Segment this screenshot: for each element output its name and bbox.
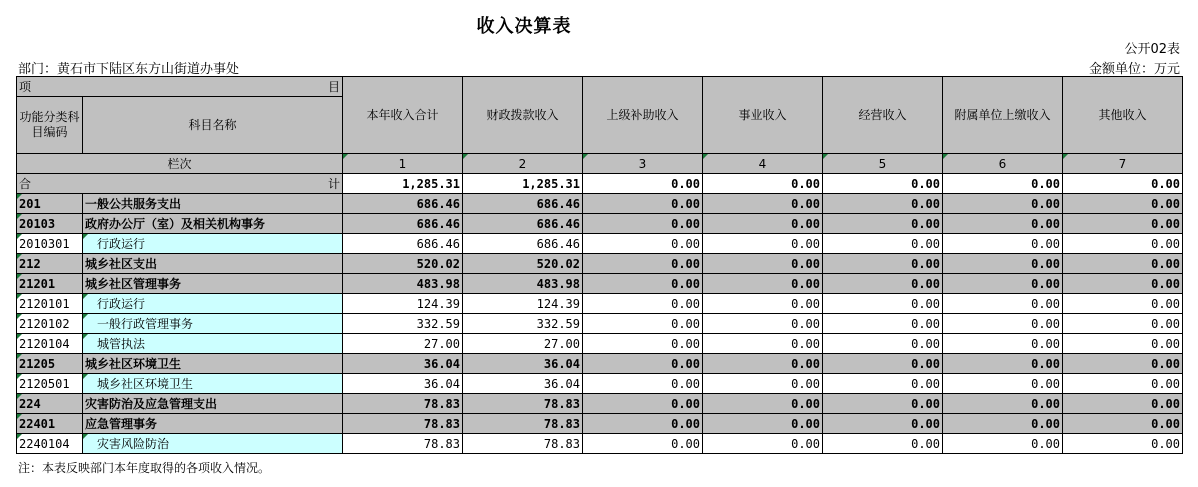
- col-number-5: 5: [823, 154, 943, 174]
- amount-cell: 332.59: [343, 314, 463, 334]
- table-row: [17, 214, 1183, 234]
- subject-name-cell: 城乡社区支出: [83, 254, 343, 274]
- report-title: 收入决算表: [476, 16, 572, 37]
- lanci-cell: 栏次: [17, 154, 343, 174]
- amount-cell: 0.00: [703, 434, 823, 454]
- amount-cell: 0.00: [583, 274, 703, 294]
- item-header-right: 目: [327, 79, 340, 94]
- col-header-2: 财政拨款收入: [463, 77, 583, 154]
- total-label-left: 合: [19, 176, 32, 191]
- table-row: [17, 294, 1183, 314]
- amount-cell: 36.04: [343, 374, 463, 394]
- total-label-right: 计: [327, 176, 340, 191]
- amount-cell: 0.00: [943, 254, 1063, 274]
- amount-cell: 686.46: [463, 234, 583, 254]
- amount-cell: 36.04: [463, 374, 583, 394]
- amount-unit-label: 金额单位：万元: [1088, 62, 1180, 77]
- amount-cell: 0.00: [703, 414, 823, 434]
- amount-cell: 0.00: [823, 394, 943, 414]
- amount-cell: 78.83: [463, 394, 583, 414]
- income-table: [16, 76, 1183, 454]
- total-value: 0.00: [583, 174, 703, 194]
- amount-cell: 0.00: [1063, 294, 1183, 314]
- amount-cell: 483.98: [343, 274, 463, 294]
- col-number-7: 7: [1063, 154, 1183, 174]
- amount-cell: 0.00: [943, 434, 1063, 454]
- amount-cell: 27.00: [343, 334, 463, 354]
- col-number-3: 3: [583, 154, 703, 174]
- amount-cell: 0.00: [943, 394, 1063, 414]
- table-row: [17, 374, 1183, 394]
- footnote: 注：本表反映部门本年度取得的各项收入情况。: [18, 461, 271, 475]
- total-value: 0.00: [703, 174, 823, 194]
- amount-cell: 124.39: [463, 294, 583, 314]
- amount-cell: 0.00: [1063, 194, 1183, 214]
- amount-cell: 520.02: [463, 254, 583, 274]
- amount-cell: 36.04: [463, 354, 583, 374]
- amount-cell: 0.00: [703, 214, 823, 234]
- item-header-cell: [17, 77, 343, 97]
- amount-cell: 0.00: [823, 374, 943, 394]
- col-number-1: 1: [343, 154, 463, 174]
- lanci-row: [17, 154, 1183, 174]
- subject-code-cell: 21205: [17, 354, 83, 374]
- amount-cell: 0.00: [823, 334, 943, 354]
- subject-name-header: 科目名称: [83, 97, 343, 154]
- total-value: 0.00: [1063, 174, 1183, 194]
- amount-cell: 0.00: [1063, 394, 1183, 414]
- amount-cell: 686.46: [343, 234, 463, 254]
- amount-cell: 0.00: [583, 414, 703, 434]
- amount-cell: 0.00: [703, 374, 823, 394]
- func-code-header: 功能分类科目编码: [17, 97, 83, 154]
- subject-code-cell: 212: [17, 254, 83, 274]
- amount-cell: 0.00: [943, 234, 1063, 254]
- amount-cell: 0.00: [823, 414, 943, 434]
- table-row: [17, 314, 1183, 334]
- amount-cell: 520.02: [343, 254, 463, 274]
- amount-cell: 0.00: [1063, 214, 1183, 234]
- amount-cell: 0.00: [1063, 374, 1183, 394]
- table-row: [17, 354, 1183, 374]
- amount-cell: 483.98: [463, 274, 583, 294]
- total-value: 1,285.31: [463, 174, 583, 194]
- amount-cell: 0.00: [583, 294, 703, 314]
- amount-cell: 0.00: [943, 374, 1063, 394]
- subject-name-cell: 城乡社区环境卫生: [83, 354, 343, 374]
- col-header-1: 本年收入合计: [343, 77, 463, 154]
- department-label: 部门：黄石市下陆区东方山街道办事处: [18, 62, 240, 77]
- total-value: 0.00: [823, 174, 943, 194]
- total-value: 0.00: [943, 174, 1063, 194]
- amount-cell: 0.00: [823, 254, 943, 274]
- amount-cell: 0.00: [823, 274, 943, 294]
- amount-cell: 0.00: [1063, 414, 1183, 434]
- amount-cell: 0.00: [583, 254, 703, 274]
- subject-name-cell: 灾害风险防治: [83, 434, 343, 454]
- amount-cell: 0.00: [823, 434, 943, 454]
- amount-cell: 0.00: [943, 294, 1063, 314]
- amount-cell: 0.00: [703, 234, 823, 254]
- amount-cell: 27.00: [463, 334, 583, 354]
- amount-cell: 0.00: [1063, 314, 1183, 334]
- subject-code-cell: 2120104: [17, 334, 83, 354]
- subject-name-cell: 城乡社区管理事务: [83, 274, 343, 294]
- amount-cell: 78.83: [463, 414, 583, 434]
- amount-cell: 0.00: [943, 194, 1063, 214]
- col-number-2: 2: [463, 154, 583, 174]
- amount-cell: 0.00: [703, 274, 823, 294]
- amount-cell: 0.00: [583, 214, 703, 234]
- subject-code-cell: 20103: [17, 214, 83, 234]
- form-number: 公开02表: [1124, 42, 1180, 57]
- subject-code-cell: 2010301: [17, 234, 83, 254]
- table-row: [17, 194, 1183, 214]
- subject-name-cell: 行政运行: [83, 294, 343, 314]
- amount-cell: 0.00: [823, 234, 943, 254]
- subject-code-cell: 21201: [17, 274, 83, 294]
- amount-cell: 78.83: [343, 434, 463, 454]
- amount-cell: 0.00: [1063, 434, 1183, 454]
- col-number-6: 6: [943, 154, 1063, 174]
- subject-name-cell: 行政运行: [83, 234, 343, 254]
- amount-cell: 78.83: [463, 434, 583, 454]
- amount-cell: 124.39: [343, 294, 463, 314]
- table-row: [17, 334, 1183, 354]
- header-row-item: [17, 77, 1183, 97]
- amount-cell: 0.00: [1063, 354, 1183, 374]
- col-number-4: 4: [703, 154, 823, 174]
- amount-cell: 0.00: [583, 314, 703, 334]
- subject-code-cell: 2120102: [17, 314, 83, 334]
- amount-cell: 0.00: [583, 354, 703, 374]
- subject-code-cell: 2120101: [17, 294, 83, 314]
- total-label-cell: [17, 174, 343, 194]
- subject-name-cell: 一般公共服务支出: [83, 194, 343, 214]
- subject-code-cell: 224: [17, 394, 83, 414]
- subject-code-cell: 22401: [17, 414, 83, 434]
- amount-cell: 0.00: [943, 414, 1063, 434]
- table-row: [17, 234, 1183, 254]
- amount-cell: 332.59: [463, 314, 583, 334]
- subject-name-cell: 一般行政管理事务: [83, 314, 343, 334]
- col-header-7: 其他收入: [1063, 77, 1183, 154]
- amount-cell: 0.00: [943, 274, 1063, 294]
- amount-cell: 78.83: [343, 414, 463, 434]
- amount-cell: 0.00: [1063, 334, 1183, 354]
- col-header-6: 附属单位上缴收入: [943, 77, 1063, 154]
- amount-cell: 0.00: [823, 294, 943, 314]
- amount-cell: 0.00: [1063, 254, 1183, 274]
- amount-cell: 0.00: [703, 394, 823, 414]
- amount-cell: 0.00: [1063, 274, 1183, 294]
- subject-name-cell: 灾害防治及应急管理支出: [83, 394, 343, 414]
- amount-cell: 0.00: [703, 194, 823, 214]
- table-row: [17, 434, 1183, 454]
- item-header-left: 项: [19, 79, 32, 94]
- table-row: [17, 414, 1183, 434]
- subject-name-cell: 应急管理事务: [83, 414, 343, 434]
- amount-cell: 0.00: [583, 434, 703, 454]
- amount-cell: 0.00: [703, 334, 823, 354]
- amount-cell: 0.00: [583, 234, 703, 254]
- amount-cell: 78.83: [343, 394, 463, 414]
- col-header-4: 事业收入: [703, 77, 823, 154]
- subject-code-cell: 201: [17, 194, 83, 214]
- table-row: [17, 254, 1183, 274]
- subject-name-cell: 城乡社区环境卫生: [83, 374, 343, 394]
- amount-cell: 0.00: [583, 334, 703, 354]
- amount-cell: 686.46: [343, 214, 463, 234]
- amount-cell: 0.00: [703, 294, 823, 314]
- amount-cell: 0.00: [943, 354, 1063, 374]
- amount-cell: 0.00: [583, 194, 703, 214]
- subject-name-cell: 政府办公厅（室）及相关机构事务: [83, 214, 343, 234]
- amount-cell: 0.00: [703, 354, 823, 374]
- amount-cell: 0.00: [703, 254, 823, 274]
- col-header-5: 经营收入: [823, 77, 943, 154]
- col-header-3: 上级补助收入: [583, 77, 703, 154]
- amount-cell: 0.00: [943, 334, 1063, 354]
- amount-cell: 36.04: [343, 354, 463, 374]
- amount-cell: 0.00: [943, 314, 1063, 334]
- amount-cell: 0.00: [823, 314, 943, 334]
- amount-cell: 0.00: [823, 354, 943, 374]
- amount-cell: 0.00: [703, 314, 823, 334]
- subject-name-cell: 城管执法: [83, 334, 343, 354]
- subject-code-cell: 2240104: [17, 434, 83, 454]
- amount-cell: 0.00: [1063, 234, 1183, 254]
- total-row: [17, 174, 1183, 194]
- amount-cell: 0.00: [823, 214, 943, 234]
- amount-cell: 0.00: [823, 194, 943, 214]
- amount-cell: 686.46: [343, 194, 463, 214]
- subject-code-cell: 2120501: [17, 374, 83, 394]
- amount-cell: 686.46: [463, 194, 583, 214]
- table-row: [17, 394, 1183, 414]
- amount-cell: 0.00: [583, 394, 703, 414]
- amount-cell: 0.00: [583, 374, 703, 394]
- amount-cell: 0.00: [943, 214, 1063, 234]
- amount-cell: 686.46: [463, 214, 583, 234]
- total-value: 1,285.31: [343, 174, 463, 194]
- table-row: [17, 274, 1183, 294]
